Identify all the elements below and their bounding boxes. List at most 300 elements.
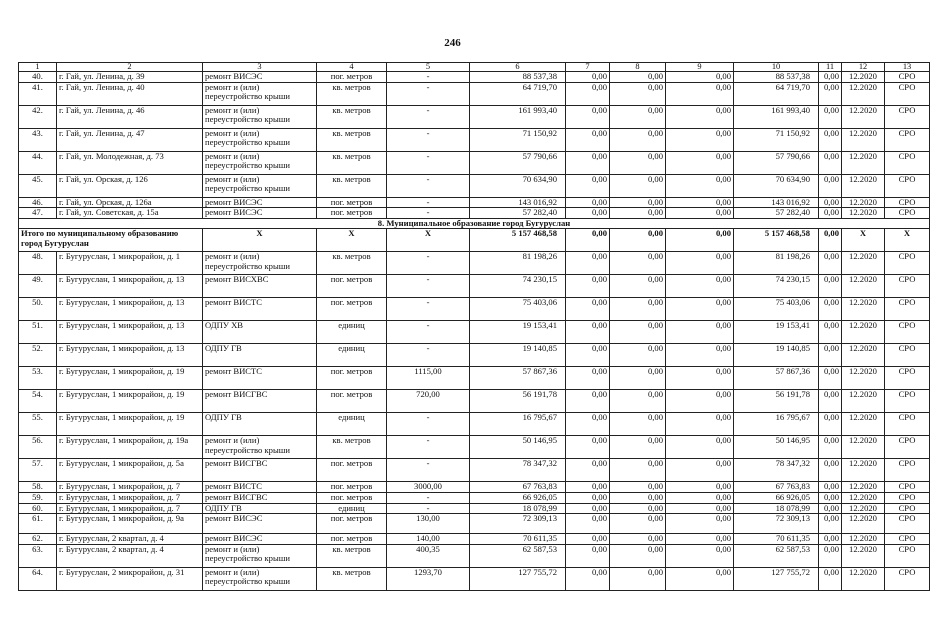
unit-cell: пог. метров: [317, 534, 387, 545]
deadline-cell: 12.2020: [842, 459, 885, 482]
owners-funds-cell: 64 719,70: [734, 82, 819, 105]
address-cell: г. Гай, ул. Молодежная, д. 73: [57, 151, 203, 174]
executor-cell: СРО: [885, 197, 930, 208]
owners-funds-cell: 71 150,92: [734, 128, 819, 151]
total-value-cell: 0,00: [819, 229, 842, 252]
unit-cell: пог. метров: [317, 275, 387, 298]
capital-repair-table: [18, 62, 930, 591]
total-x-cell: X: [885, 229, 930, 252]
address-cell: г. Бугуруслан, 1 микрорайон, д. 13: [57, 298, 203, 321]
budget-cell: 0,00: [610, 413, 666, 436]
address-cell: г. Бугуруслан, 1 микрорайон, д. 9а: [57, 514, 203, 534]
address-cell: г. Гай, ул. Орская, д. 126а: [57, 197, 203, 208]
deadline-cell: 12.2020: [842, 128, 885, 151]
deadline-cell: 12.2020: [842, 82, 885, 105]
specific-cost-cell: 0,00: [819, 321, 842, 344]
budget-cell: 0,00: [610, 151, 666, 174]
unit-cell: пог. метров: [317, 390, 387, 413]
row-number: 47.: [19, 208, 57, 219]
owners-funds-cell: 67 763,83: [734, 482, 819, 493]
total-cost-cell: 72 309,13: [470, 514, 566, 534]
address-cell: г. Бугуруслан, 2 квартал, д. 4: [57, 534, 203, 545]
table-row: [19, 482, 930, 493]
total-cost-cell: 57 867,36: [470, 367, 566, 390]
work-type-cell: ремонт ВИСЭС: [203, 514, 317, 534]
header-cell: 1: [19, 63, 57, 72]
table-row: [19, 514, 930, 534]
work-type-cell: ремонт ВИСГВС: [203, 390, 317, 413]
work-type-cell: ремонт ВИСТС: [203, 482, 317, 493]
budget-cell: 0,00: [610, 174, 666, 197]
address-cell: г. Бугуруслан, 1 микрорайон, д. 7: [57, 482, 203, 493]
budget-cell: 0,00: [610, 128, 666, 151]
section-title-row: [19, 218, 930, 229]
address-cell: г. Бугуруслан, 1 микрорайон, д. 19: [57, 367, 203, 390]
fund-cell: 0,00: [566, 344, 610, 367]
quantity-cell: 1293,70: [387, 567, 470, 590]
budget-cell: 0,00: [610, 390, 666, 413]
work-type-cell: ремонт и (или) переустройство крыши: [203, 105, 317, 128]
executor-cell: СРО: [885, 459, 930, 482]
deadline-cell: 12.2020: [842, 208, 885, 219]
fund-cell: 0,00: [566, 514, 610, 534]
table-row: [19, 105, 930, 128]
deadline-cell: 12.2020: [842, 503, 885, 514]
owners-funds-cell: 66 926,05: [734, 492, 819, 503]
total-value-cell: 0,00: [566, 229, 610, 252]
quantity-cell: -: [387, 413, 470, 436]
fund-cell: 0,00: [566, 367, 610, 390]
address-cell: г. Бугуруслан, 1 микрорайон, д. 13: [57, 275, 203, 298]
work-type-cell: ремонт и (или) переустройство крыши: [203, 82, 317, 105]
executor-cell: СРО: [885, 567, 930, 590]
address-cell: г. Бугуруслан, 1 микрорайон, д. 13: [57, 321, 203, 344]
quantity-cell: -: [387, 174, 470, 197]
work-type-cell: ремонт ВИСГВС: [203, 459, 317, 482]
owners-funds-cell: 57 282,40: [734, 208, 819, 219]
deadline-cell: 12.2020: [842, 298, 885, 321]
unit-cell: пог. метров: [317, 298, 387, 321]
total-cost-cell: 75 403,06: [470, 298, 566, 321]
fund-cell: 0,00: [566, 482, 610, 493]
total-row: [19, 229, 930, 252]
quantity-cell: -: [387, 72, 470, 83]
total-label: Итого по муниципальному образованию город Бугуруслан: [19, 229, 203, 252]
budget-cell: 0,00: [610, 321, 666, 344]
table-row: [19, 298, 930, 321]
table-row: [19, 567, 930, 590]
local-budget-cell: 0,00: [666, 390, 734, 413]
owners-funds-cell: 16 795,67: [734, 413, 819, 436]
specific-cost-cell: 0,00: [819, 367, 842, 390]
row-number: 46.: [19, 197, 57, 208]
fund-cell: 0,00: [566, 298, 610, 321]
budget-cell: 0,00: [610, 534, 666, 545]
quantity-cell: -: [387, 298, 470, 321]
deadline-cell: 12.2020: [842, 413, 885, 436]
work-type-cell: ОДПУ ГВ: [203, 503, 317, 514]
local-budget-cell: 0,00: [666, 544, 734, 567]
executor-cell: СРО: [885, 390, 930, 413]
row-number: 63.: [19, 544, 57, 567]
local-budget-cell: 0,00: [666, 367, 734, 390]
table-row: [19, 413, 930, 436]
unit-cell: пог. метров: [317, 197, 387, 208]
specific-cost-cell: 0,00: [819, 567, 842, 590]
total-cost-cell: 56 191,78: [470, 390, 566, 413]
table-body: [19, 63, 930, 591]
local-budget-cell: 0,00: [666, 252, 734, 275]
table-row: [19, 344, 930, 367]
table-row: [19, 82, 930, 105]
table-row: [19, 275, 930, 298]
executor-cell: СРО: [885, 72, 930, 83]
total-cost-cell: 78 347,32: [470, 459, 566, 482]
local-budget-cell: 0,00: [666, 128, 734, 151]
unit-cell: пог. метров: [317, 492, 387, 503]
budget-cell: 0,00: [610, 367, 666, 390]
budget-cell: 0,00: [610, 567, 666, 590]
fund-cell: 0,00: [566, 534, 610, 545]
row-number: 52.: [19, 344, 57, 367]
table-row: [19, 390, 930, 413]
row-number: 53.: [19, 367, 57, 390]
unit-cell: единиц: [317, 344, 387, 367]
row-number: 40.: [19, 72, 57, 83]
unit-cell: кв. метров: [317, 436, 387, 459]
local-budget-cell: 0,00: [666, 534, 734, 545]
work-type-cell: ремонт ВИСЭС: [203, 197, 317, 208]
header-cell: 11: [819, 63, 842, 72]
fund-cell: 0,00: [566, 567, 610, 590]
specific-cost-cell: 0,00: [819, 459, 842, 482]
quantity-cell: 720,00: [387, 390, 470, 413]
total-value-cell: 0,00: [610, 229, 666, 252]
quantity-cell: -: [387, 503, 470, 514]
executor-cell: СРО: [885, 367, 930, 390]
deadline-cell: 12.2020: [842, 151, 885, 174]
work-type-cell: ремонт и (или) переустройство крыши: [203, 436, 317, 459]
quantity-cell: -: [387, 321, 470, 344]
address-cell: г. Бугуруслан, 1 микрорайон, д. 19: [57, 413, 203, 436]
unit-cell: кв. метров: [317, 105, 387, 128]
budget-cell: 0,00: [610, 82, 666, 105]
specific-cost-cell: 0,00: [819, 275, 842, 298]
address-cell: г. Гай, ул. Ленина, д. 40: [57, 82, 203, 105]
quantity-cell: -: [387, 252, 470, 275]
address-cell: г. Бугуруслан, 1 микрорайон, д. 1: [57, 252, 203, 275]
quantity-cell: 400,35: [387, 544, 470, 567]
quantity-cell: -: [387, 105, 470, 128]
quantity-cell: 140,00: [387, 534, 470, 545]
owners-funds-cell: 70 611,35: [734, 534, 819, 545]
total-cost-cell: 18 078,99: [470, 503, 566, 514]
deadline-cell: 12.2020: [842, 390, 885, 413]
total-sum-cell: 5 157 468,58: [734, 229, 819, 252]
specific-cost-cell: 0,00: [819, 252, 842, 275]
quantity-cell: -: [387, 344, 470, 367]
total-cost-cell: 127 755,72: [470, 567, 566, 590]
fund-cell: 0,00: [566, 413, 610, 436]
executor-cell: СРО: [885, 514, 930, 534]
fund-cell: 0,00: [566, 72, 610, 83]
unit-cell: пог. метров: [317, 367, 387, 390]
deadline-cell: 12.2020: [842, 567, 885, 590]
row-number: 45.: [19, 174, 57, 197]
header-cell: 2: [57, 63, 203, 72]
budget-cell: 0,00: [610, 298, 666, 321]
total-sum-cell: 5 157 468,58: [470, 229, 566, 252]
executor-cell: СРО: [885, 413, 930, 436]
header-cell: 9: [666, 63, 734, 72]
total-x-cell: X: [317, 229, 387, 252]
owners-funds-cell: 57 867,36: [734, 367, 819, 390]
fund-cell: 0,00: [566, 208, 610, 219]
table-row: [19, 436, 930, 459]
local-budget-cell: 0,00: [666, 436, 734, 459]
owners-funds-cell: 56 191,78: [734, 390, 819, 413]
owners-funds-cell: 72 309,13: [734, 514, 819, 534]
specific-cost-cell: 0,00: [819, 344, 842, 367]
row-number: 49.: [19, 275, 57, 298]
table-row: [19, 174, 930, 197]
unit-cell: единиц: [317, 321, 387, 344]
deadline-cell: 12.2020: [842, 492, 885, 503]
work-type-cell: ремонт ВИСТС: [203, 298, 317, 321]
local-budget-cell: 0,00: [666, 275, 734, 298]
row-number: 61.: [19, 514, 57, 534]
work-type-cell: ремонт ВИСЭС: [203, 208, 317, 219]
work-type-cell: ремонт ВИСГВС: [203, 492, 317, 503]
unit-cell: кв. метров: [317, 174, 387, 197]
total-cost-cell: 71 150,92: [470, 128, 566, 151]
executor-cell: СРО: [885, 344, 930, 367]
work-type-cell: ОДПУ ХВ: [203, 321, 317, 344]
row-number: 56.: [19, 436, 57, 459]
quantity-cell: -: [387, 275, 470, 298]
address-cell: г. Бугуруслан, 2 квартал, д. 4: [57, 544, 203, 567]
quantity-cell: -: [387, 208, 470, 219]
header-cell: 4: [317, 63, 387, 72]
row-number: 59.: [19, 492, 57, 503]
budget-cell: 0,00: [610, 544, 666, 567]
local-budget-cell: 0,00: [666, 514, 734, 534]
address-cell: г. Гай, ул. Ленина, д. 47: [57, 128, 203, 151]
quantity-cell: -: [387, 492, 470, 503]
fund-cell: 0,00: [566, 544, 610, 567]
address-cell: г. Гай, ул. Советская, д. 15а: [57, 208, 203, 219]
executor-cell: СРО: [885, 275, 930, 298]
local-budget-cell: 0,00: [666, 459, 734, 482]
owners-funds-cell: 50 146,95: [734, 436, 819, 459]
table-row: [19, 503, 930, 514]
executor-cell: СРО: [885, 252, 930, 275]
table-row: [19, 252, 930, 275]
local-budget-cell: 0,00: [666, 82, 734, 105]
local-budget-cell: 0,00: [666, 208, 734, 219]
fund-cell: 0,00: [566, 459, 610, 482]
local-budget-cell: 0,00: [666, 298, 734, 321]
work-type-cell: ремонт и (или) переустройство крыши: [203, 252, 317, 275]
specific-cost-cell: 0,00: [819, 390, 842, 413]
fund-cell: 0,00: [566, 151, 610, 174]
address-cell: г. Бугуруслан, 1 микрорайон, д. 7: [57, 503, 203, 514]
total-cost-cell: 19 140,85: [470, 344, 566, 367]
total-cost-cell: 143 016,92: [470, 197, 566, 208]
total-cost-cell: 19 153,41: [470, 321, 566, 344]
work-type-cell: ремонт ВИСЭС: [203, 534, 317, 545]
total-cost-cell: 161 993,40: [470, 105, 566, 128]
table-row: [19, 367, 930, 390]
owners-funds-cell: 57 790,66: [734, 151, 819, 174]
owners-funds-cell: 19 153,41: [734, 321, 819, 344]
address-cell: г. Бугуруслан, 1 микрорайон, д. 5а: [57, 459, 203, 482]
deadline-cell: 12.2020: [842, 105, 885, 128]
table-row: [19, 128, 930, 151]
specific-cost-cell: 0,00: [819, 482, 842, 493]
executor-cell: СРО: [885, 105, 930, 128]
executor-cell: СРО: [885, 503, 930, 514]
deadline-cell: 12.2020: [842, 344, 885, 367]
owners-funds-cell: 81 198,26: [734, 252, 819, 275]
local-budget-cell: 0,00: [666, 72, 734, 83]
header-cell: 3: [203, 63, 317, 72]
row-number: 51.: [19, 321, 57, 344]
unit-cell: кв. метров: [317, 544, 387, 567]
total-x-cell: X: [387, 229, 470, 252]
table-row: [19, 492, 930, 503]
budget-cell: 0,00: [610, 72, 666, 83]
owners-funds-cell: 18 078,99: [734, 503, 819, 514]
budget-cell: 0,00: [610, 208, 666, 219]
fund-cell: 0,00: [566, 82, 610, 105]
deadline-cell: 12.2020: [842, 544, 885, 567]
total-cost-cell: 64 719,70: [470, 82, 566, 105]
row-number: 60.: [19, 503, 57, 514]
executor-cell: СРО: [885, 298, 930, 321]
quantity-cell: -: [387, 197, 470, 208]
quantity-cell: 130,00: [387, 514, 470, 534]
total-cost-cell: 57 790,66: [470, 151, 566, 174]
budget-cell: 0,00: [610, 105, 666, 128]
address-cell: г. Бугуруслан, 1 микрорайон, д. 13: [57, 344, 203, 367]
table-row: [19, 151, 930, 174]
deadline-cell: 12.2020: [842, 514, 885, 534]
unit-cell: кв. метров: [317, 567, 387, 590]
row-number: 44.: [19, 151, 57, 174]
owners-funds-cell: 127 755,72: [734, 567, 819, 590]
unit-cell: пог. метров: [317, 459, 387, 482]
fund-cell: 0,00: [566, 390, 610, 413]
quantity-cell: -: [387, 82, 470, 105]
local-budget-cell: 0,00: [666, 413, 734, 436]
total-cost-cell: 50 146,95: [470, 436, 566, 459]
work-type-cell: ремонт ВИСТС: [203, 367, 317, 390]
unit-cell: единиц: [317, 413, 387, 436]
unit-cell: пог. метров: [317, 514, 387, 534]
executor-cell: СРО: [885, 82, 930, 105]
deadline-cell: 12.2020: [842, 482, 885, 493]
quantity-cell: 3000,00: [387, 482, 470, 493]
deadline-cell: 12.2020: [842, 252, 885, 275]
budget-cell: 0,00: [610, 459, 666, 482]
row-number: 48.: [19, 252, 57, 275]
deadline-cell: 12.2020: [842, 321, 885, 344]
specific-cost-cell: 0,00: [819, 413, 842, 436]
fund-cell: 0,00: [566, 275, 610, 298]
budget-cell: 0,00: [610, 197, 666, 208]
specific-cost-cell: 0,00: [819, 128, 842, 151]
local-budget-cell: 0,00: [666, 344, 734, 367]
work-type-cell: ремонт ВИСЭС: [203, 72, 317, 83]
specific-cost-cell: 0,00: [819, 174, 842, 197]
row-number: 50.: [19, 298, 57, 321]
executor-cell: СРО: [885, 534, 930, 545]
budget-cell: 0,00: [610, 252, 666, 275]
total-cost-cell: 70 634,90: [470, 174, 566, 197]
total-cost-cell: 57 282,40: [470, 208, 566, 219]
total-cost-cell: 88 537,38: [470, 72, 566, 83]
owners-funds-cell: 78 347,32: [734, 459, 819, 482]
executor-cell: СРО: [885, 492, 930, 503]
table-row: [19, 72, 930, 83]
fund-cell: 0,00: [566, 503, 610, 514]
row-number: 57.: [19, 459, 57, 482]
deadline-cell: 12.2020: [842, 275, 885, 298]
executor-cell: СРО: [885, 321, 930, 344]
owners-funds-cell: 88 537,38: [734, 72, 819, 83]
quantity-cell: -: [387, 436, 470, 459]
owners-funds-cell: 143 016,92: [734, 197, 819, 208]
work-type-cell: ремонт и (или) переустройство крыши: [203, 567, 317, 590]
local-budget-cell: 0,00: [666, 197, 734, 208]
row-number: 58.: [19, 482, 57, 493]
unit-cell: единиц: [317, 503, 387, 514]
local-budget-cell: 0,00: [666, 503, 734, 514]
owners-funds-cell: 161 993,40: [734, 105, 819, 128]
owners-funds-cell: 75 403,06: [734, 298, 819, 321]
work-type-cell: ремонт и (или) переустройство крыши: [203, 128, 317, 151]
unit-cell: пог. метров: [317, 208, 387, 219]
header-cell: 8: [610, 63, 666, 72]
page-number: 246: [444, 37, 461, 49]
specific-cost-cell: 0,00: [819, 534, 842, 545]
quantity-cell: -: [387, 459, 470, 482]
address-cell: г. Бугуруслан, 1 микрорайон, д. 19: [57, 390, 203, 413]
work-type-cell: ремонт и (или) переустройство крыши: [203, 174, 317, 197]
header-cell: 12: [842, 63, 885, 72]
fund-cell: 0,00: [566, 436, 610, 459]
budget-cell: 0,00: [610, 275, 666, 298]
deadline-cell: 12.2020: [842, 367, 885, 390]
quantity-cell: -: [387, 128, 470, 151]
budget-cell: 0,00: [610, 514, 666, 534]
header-cell: 10: [734, 63, 819, 72]
total-value-cell: 0,00: [666, 229, 734, 252]
total-x-cell: X: [842, 229, 885, 252]
table-row: [19, 544, 930, 567]
specific-cost-cell: 0,00: [819, 298, 842, 321]
local-budget-cell: 0,00: [666, 321, 734, 344]
total-cost-cell: 70 611,35: [470, 534, 566, 545]
specific-cost-cell: 0,00: [819, 82, 842, 105]
fund-cell: 0,00: [566, 321, 610, 344]
fund-cell: 0,00: [566, 174, 610, 197]
fund-cell: 0,00: [566, 128, 610, 151]
header-cell: 7: [566, 63, 610, 72]
table-row: [19, 197, 930, 208]
specific-cost-cell: 0,00: [819, 436, 842, 459]
